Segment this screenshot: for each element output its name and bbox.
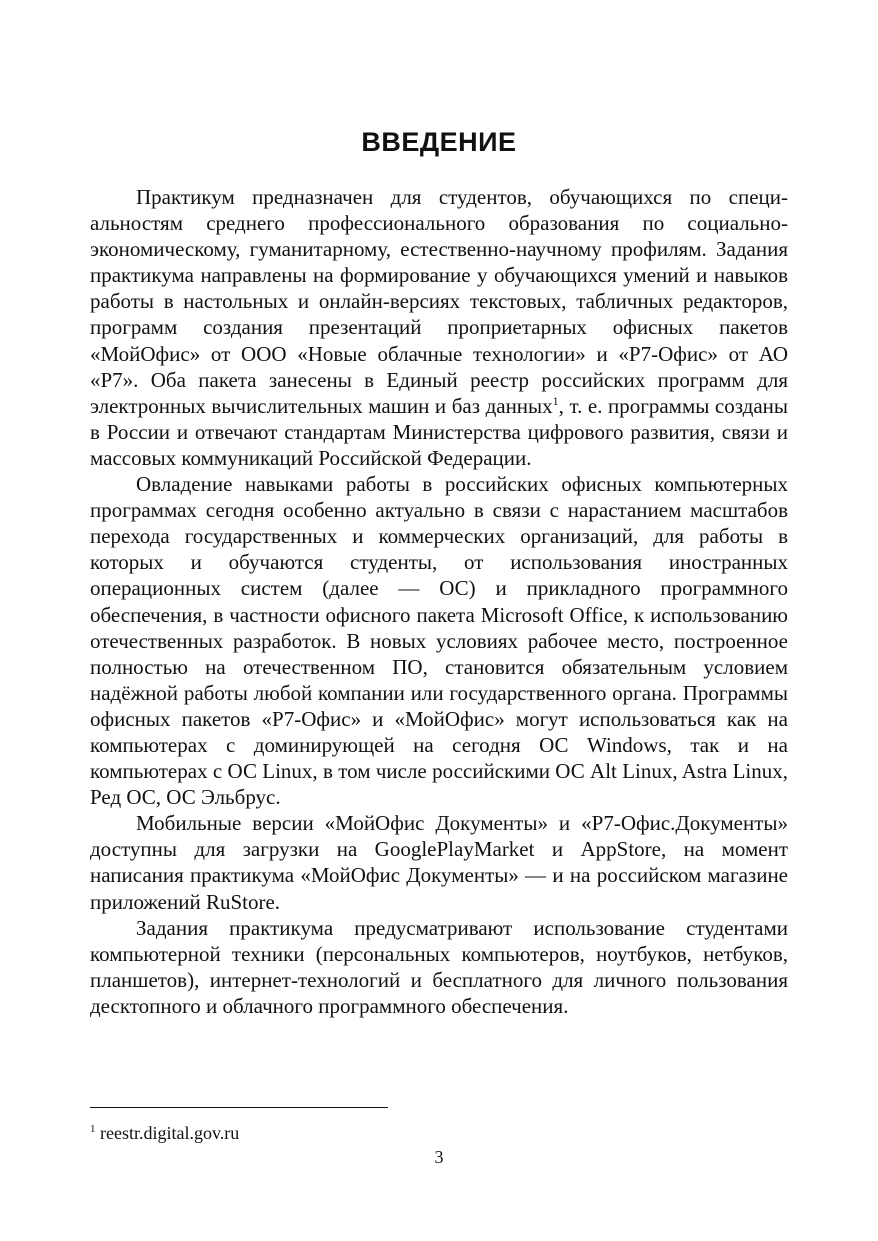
paragraph-intro-text: Практикум предназначен для студентов, обучающихся по специальностям среднего профессионального образования по социально-экономическому, гуманитарному, естественно-научному профилям. Задания практикума направлены на формирование у обучающихся умений и навыков работы в настольных и онлайн-версиях текстовых, табличных редакторов, программ создания презентаций проприетарных офисных пакетов «МойОфис» от ООО «Новые облачные технологии» и «Р7-Офис» от АО «Р7». Оба пакета занесены в Единый реестр российских программ для электронных вычислительных машин и баз данных	[90, 185, 788, 418]
paragraph-intro-continuation: , т. е. программы созданы в России и отвечают стандартам Министерства цифрового развития, связи и массовых коммуникаций Российской Федерации.	[90, 393, 789, 470]
footnote-text: reestr.digital.gov.ru	[95, 1123, 240, 1143]
page-title: ВВЕДЕНИЕ	[361, 127, 517, 157]
footnote	[90, 1121, 239, 1145]
footnote-mark: 1	[90, 1123, 96, 1135]
paragraph-mobile: Мобильные версии «МойОфис Документы» и «Р7-Офис.Документы» доступны для загрузки на GooglePlayMarket и AppStore, на момент написания практикума «МойОфис Документы» — и на российском магазине приложений RuStore.	[90, 811, 788, 914]
body-text	[90, 184, 788, 1019]
paragraph-relevance: Овладение навыками работы в российских офисных компьютерных программах сегодня особенно актуально в связи с нарастанием масштабов перехода государственных и коммерческих организаций, для работы в которых и обучаются студенты, от использования иностранных операционных систем (далее — ОС) и прикладного программного обеспечения, в частности офисного пакета Microsoft Office, к использованию отечественных разработок. В новых условиях рабочее место, построенное полностью на отечественном ПО, становится обязательным условием надёжной работы любой компании или государственного органа. Программы офисных пакетов «Р7-Офис» и «МойОфис» могут использоваться как на компьютерах с доминирующей на сегодня ОС Windows, так и на компьютерах с ОС Linux, в том числе российскими ОС Alt Linux, Astra Linux, Ред ОС, ОС Эльбрус.	[90, 472, 788, 810]
footnote-reference: 1	[552, 393, 559, 408]
footnote-divider	[90, 1107, 388, 1108]
paragraph-tasks: Задания практикума предусматривают использование студентами компьютерной техники (персональных компьютеров, ноутбуков, нетбуков, планшетов), интернет-технологий и бесплатного для личного пользования десктопного и облачного программного обеспечения.	[90, 915, 788, 1018]
page-number: 3	[434, 1147, 444, 1167]
paragraph-intro	[90, 184, 788, 471]
